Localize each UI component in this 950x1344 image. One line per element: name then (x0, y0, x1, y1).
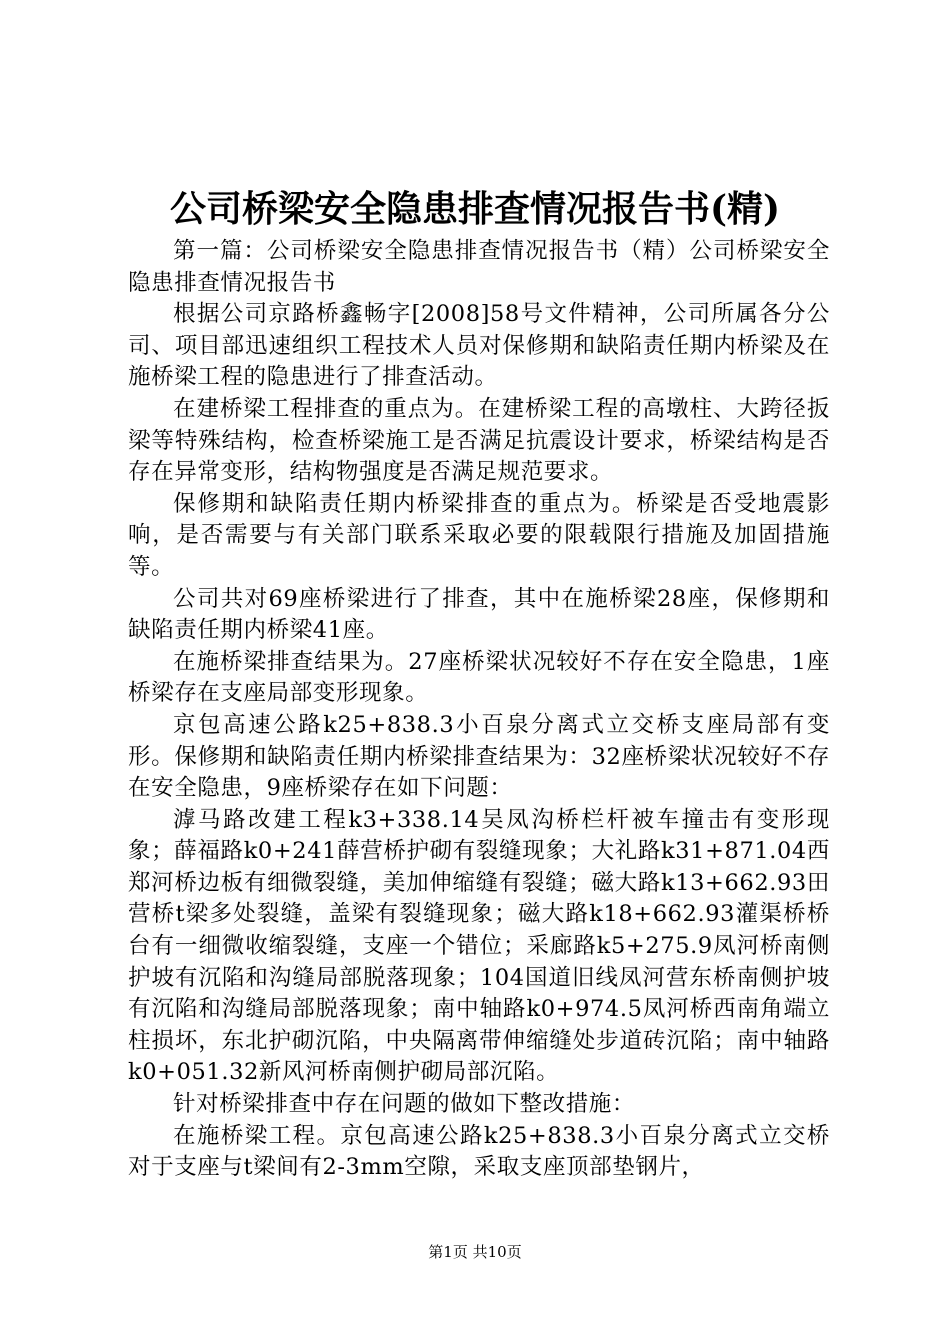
paragraph-intro: 第一篇：公司桥梁安全隐患排查情况报告书（精）公司桥梁安全隐患排查情况报告书 (128, 238, 830, 296)
paragraph-measures-heading: 针对桥梁排查中存在问题的做如下整改措施： (173, 1091, 636, 1118)
paragraph-warranty-focus: 保修期和缺陷责任期内桥梁排查的重点为。桥梁是否受地震影响，是否需要与有关部门联系采取必要的限载限行措施及加固措施等。 (128, 490, 830, 580)
paragraph-construction-result: 在施桥梁排查结果为。27座桥梁状况较好不存在安全隐患，1座桥梁存在支座局部变形现象。 (128, 648, 830, 707)
paragraph-bridge-count: 公司共对69座桥梁进行了排查，其中在施桥梁28座，保修期和缺陷责任期内桥梁41座。 (128, 585, 830, 644)
paragraph-warranty-result: 京包高速公路k25+838.3小百泉分离式立交桥支座局部有变形。保修期和缺陷责任期内桥梁排查结果为：32座桥梁状况较好不存在安全隐患，9座桥梁存在如下问题： (128, 711, 830, 802)
paragraph-measures-detail: 在施桥梁工程。京包高速公路k25+838.3小百泉分离式立交桥对于支座与t梁间有2-3mm空隙，采取支座顶部垫钢片， (128, 1122, 830, 1181)
paragraph-problem-list: 滹马路改建工程k3+338.14吴凤沟桥栏杆被车撞击有变形现象；薛福路k0+241薛营桥护砌有裂缝现象；大礼路k31+871.04西郑河桥边板有细微裂缝，美加伸缩缝有裂缝；磁大路k13+662.93田营桥t梁多处裂缝，盖梁有裂缝现象；磁大路k18+662.93灌渠桥桥台有一细微收缩裂缝，支座一个错位；采廊路k5+275.9凤河桥南侧护坡有沉陷和沟缝局部脱落现象；104国道旧线凤河营东桥南侧护坡有沉陷和沟缝局部脱落现象；南中轴路k0+974.5凤河桥西南角端立柱损坏，东北护砌沉陷，中央隔离带伸缩缝处步道砖沉陷；南中轴路k0+051.32新风河桥南侧护砌局部沉陷。 (128, 806, 830, 1086)
document-body (128, 236, 830, 1184)
page-footer: 第1页 共10页 (428, 1243, 522, 1261)
paragraph-construction-focus: 在建桥梁工程排查的重点为。在建桥梁工程的高墩柱、大跨径扳梁等特殊结构，检查桥梁施工是否满足抗震设计要求，桥梁结构是否存在异常变形，结构物强度是否满足规范要求。 (128, 395, 830, 486)
document-title: 公司桥梁安全隐患排查情况报告书(精) (169, 188, 781, 230)
paragraph-basis: 根据公司京路桥鑫畅字[2008]58号文件精神，公司所属各分公司、项目部迅速组织工程技术人员对保修期和缺陷责任期内桥梁及在施桥梁工程的隐患进行了排查活动。 (128, 301, 830, 391)
